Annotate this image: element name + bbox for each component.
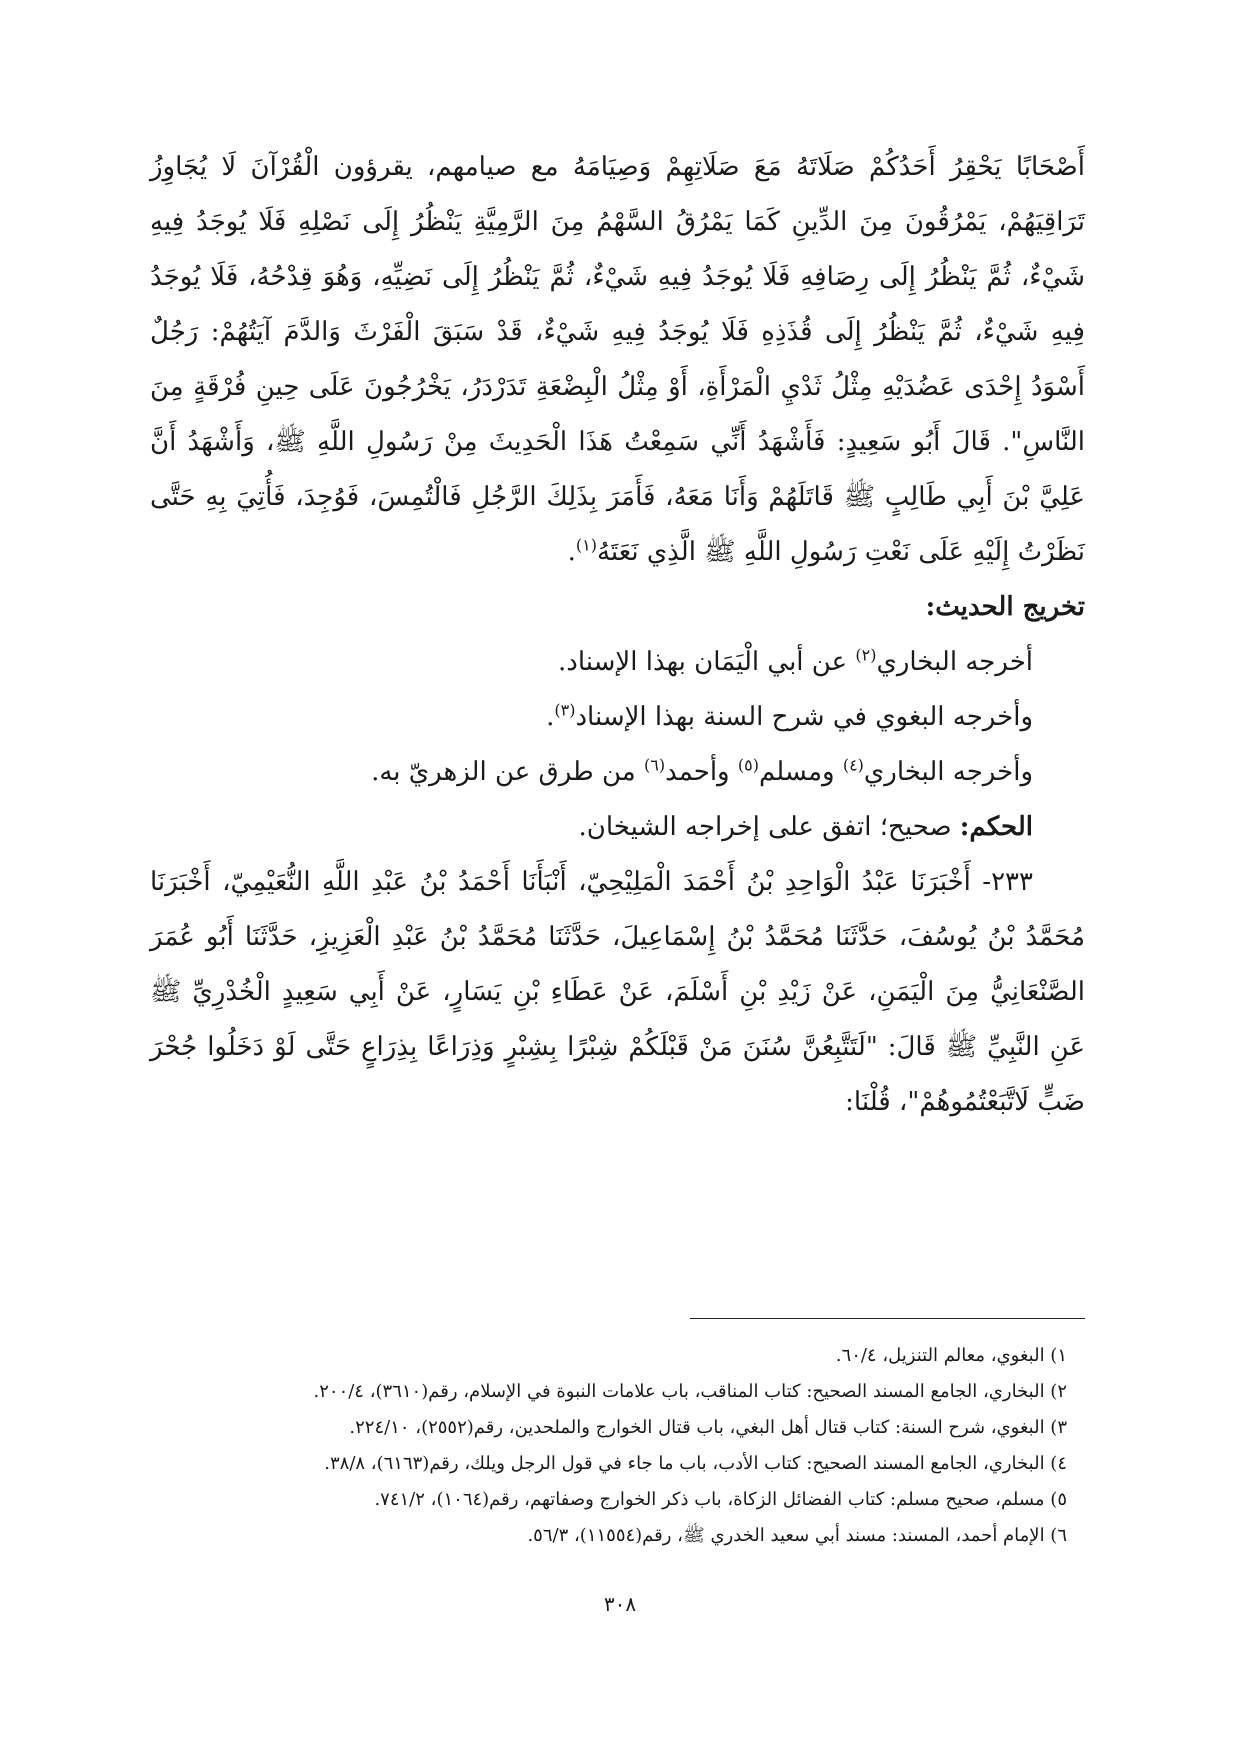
hadith-continuation-end: . [567,537,576,567]
footnote-4: ٤) البخاري، الجامع المسند الصحيح: كتاب الأدب، باب ما جاء في قول الرجل ويلك، رقم(٦١٦٣)، ٣٨/٨. [324,1453,1067,1474]
footnote-6: ٦) الإمام أحمد، المسند: مسند أبي سعيد الخدري ﷺ، رقم(١١٥٥٤)، ٥٦/٣. [527,1525,1067,1546]
takhrij-3-text-c: وأحمد [665,757,738,787]
takhrij-line-1 [150,635,1085,690]
takhrij-3-text-b: ومسلم [758,757,843,787]
hukm-line [150,800,1085,855]
footnotes-section [150,1338,1085,1554]
footnote-ref-1[interactable]: (١) [575,535,597,555]
footnote-ref-4[interactable]: (٤) [842,755,864,775]
main-text [150,140,1085,1130]
takhrij-line-3 [150,745,1085,800]
takhrij-heading: تخريج الحديث: [925,592,1085,622]
takhrij-1-text-b: عن أبي الْيَمَان بهذا الإسناد. [558,647,856,677]
takhrij-1-text-a: أخرجه البخاري [876,647,1033,677]
takhrij-2-text-b: . [546,702,555,732]
hadith-233-paragraph: ٢٣٣- أَخْبَرَنَا عَبْدُ الْوَاحِدِ بْنُ أَحْمَدَ الْمَلِيْحِيّ، أَنْبَأَنَا أَحْمَدُ بْنُ عَبْدِ اللَّهِ النُّعَيْمِيّ، أَخْبَرَنَا مُحَمَّدُ بْنُ يُوسُفَ، حَدَّثَنَا مُحَمَّدُ بْنُ إِسْمَاعِيلَ، حَدَّثَنَا مُحَمَّدُ بْنُ عَبْدِ الْعَزِيزِ، حَدَّثَنَا أَبُو عُمَرَ الصَّنْعَانِيُّ مِنَ الْيَمَنِ، عَنْ زَيْدِ بْنِ أَسْلَمَ، عَنْ عَطَاءِ بْنِ يَسَارٍ، عَنْ أَبِي سَعِيدٍ الْخُدْرِيِّ ﷺ عَنِ النَّبِيِّ ﷺ قَالَ: "لَتَتَّبِعُنَّ سُنَنَ مَنْ قَبْلَكُمْ شِبْرًا بِشِبْرٍ وَذِرَاعًا بِذِرَاعٍ حَتَّى لَوْ دَخَلُوا جُحْرَ ضَبٍّ لَاتَّبَعْتُمُوهُمْ"، قُلْنَا: [150,867,1085,1117]
hadith-continuation-text: أَصْحَابًا يَحْقِرُ أَحَدُكُمْ صَلَاتَهُ مَعَ صَلَاتِهِمْ وَصِيَامَهُ مع صيامهم، يقرؤون الْقُرْآنَ لَا يُجَاوِزُ تَرَاقِيَهُمْ، يَمْرُقُونَ مِنَ الدِّينِ كَمَا يَمْرُقُ السَّهْمُ مِنَ الرَّمِيَّةِ يَنْظُرُ إِلَى نَصْلِهِ فَلَا يُوجَدُ فِيهِ شَيْءٌ، ثُمَّ يَنْظُرُ إِلَى رِصَافِهِ فَلَا يُوجَدُ فِيهِ شَيْءٌ، ثُمَّ يَنْظُرُ إِلَى نَضِيِّهِ، وَهُوَ قِدْحُهُ، فَلَا يُوجَدُ فِيهِ شَيْءٌ، ثُمَّ يَنْظُرُ إِلَى قُذَذِهِ فَلَا يُوجَدُ فِيهِ شَيْءٌ، قَدْ سَبَقَ الْفَرْثَ وَالدَّمَ آيَتُهُمْ: رَجُلٌ أَسْوَدُ إِحْدَى عَضُدَيْهِ مِثْلُ ثَدْيِ الْمَرْأَةِ، أَوْ مِثْلُ الْبِضْعَةِ تَدَرْدَرُ، يَخْرُجُونَ عَلَى حِينِ فُرْقَةٍ مِنَ النَّاسِ". قَالَ أَبُو سَعِيدٍ: فَأَشْهَدُ أَنِّي سَمِعْتُ هَذَا الْحَدِيثَ مِنْ رَسُولِ اللَّهِ ﷺ، وَأَشْهَدُ أَنَّ عَلِيَّ بْنَ أَبِي طَالِبٍ ﷺ قَاتَلَهُمْ وَأَنَا مَعَهُ، فَأَمَرَ بِذَلِكَ الرَّجُلِ فَالْتُمِسَ، فَوُجِدَ، فَأُتِيَ بِهِ حَتَّى نَظَرْتُ إِلَيْهِ عَلَى نَعْتِ رَسُولِ اللَّهِ ﷺ الَّذِي نَعَتَهُ [150,152,1085,567]
takhrij-2-text-a: وأخرجه البغوي في شرح السنة بهذا الإسناد [575,702,1033,732]
footnote-ref-5[interactable]: (٥) [737,755,759,775]
footnote-2: ٢) البخاري، الجامع المسند الصحيح: كتاب المناقب، باب علامات النبوة في الإسلام، رقم(٣٦١٠)، ٢٠٠/٤. [313,1381,1067,1402]
takhrij-line-2 [150,690,1085,745]
hukm-label: الحكم: [959,812,1033,842]
footnote-3: ٣) البغوي، شرح السنة: كتاب قتال أهل البغي، باب قتال الخوارج والملحدين، رقم(٢٥٥٢)، ٢٢٤/١٠. [349,1417,1067,1438]
footnote-ref-2[interactable]: (٢) [855,645,877,665]
footnote-1: ١) البغوي، معالم التنزيل، ٦٠/٤. [835,1345,1067,1366]
hadith-continuation-paragraph [150,140,1085,580]
footnote-separator [690,1318,1085,1319]
hukm-text: صحيح؛ اتفق على إخراجه الشيخان. [578,812,960,842]
footnote-ref-6[interactable]: (٦) [643,755,666,775]
footnote-5: ٥) مسلم، صحيح مسلم: كتاب الفضائل الزكاة، باب ذكر الخوارج وصفاتهم، رقم(١٠٦٤)، ٧٤١/٢. [374,1489,1067,1510]
takhrij-3-text-a: وأخرجه البخاري [863,757,1033,787]
page-number: ٣٠٨ [603,1592,637,1616]
takhrij-3-text-d: من طرق عن الزهريّ به. [371,757,644,787]
footnote-ref-3[interactable]: (٣) [554,700,576,720]
